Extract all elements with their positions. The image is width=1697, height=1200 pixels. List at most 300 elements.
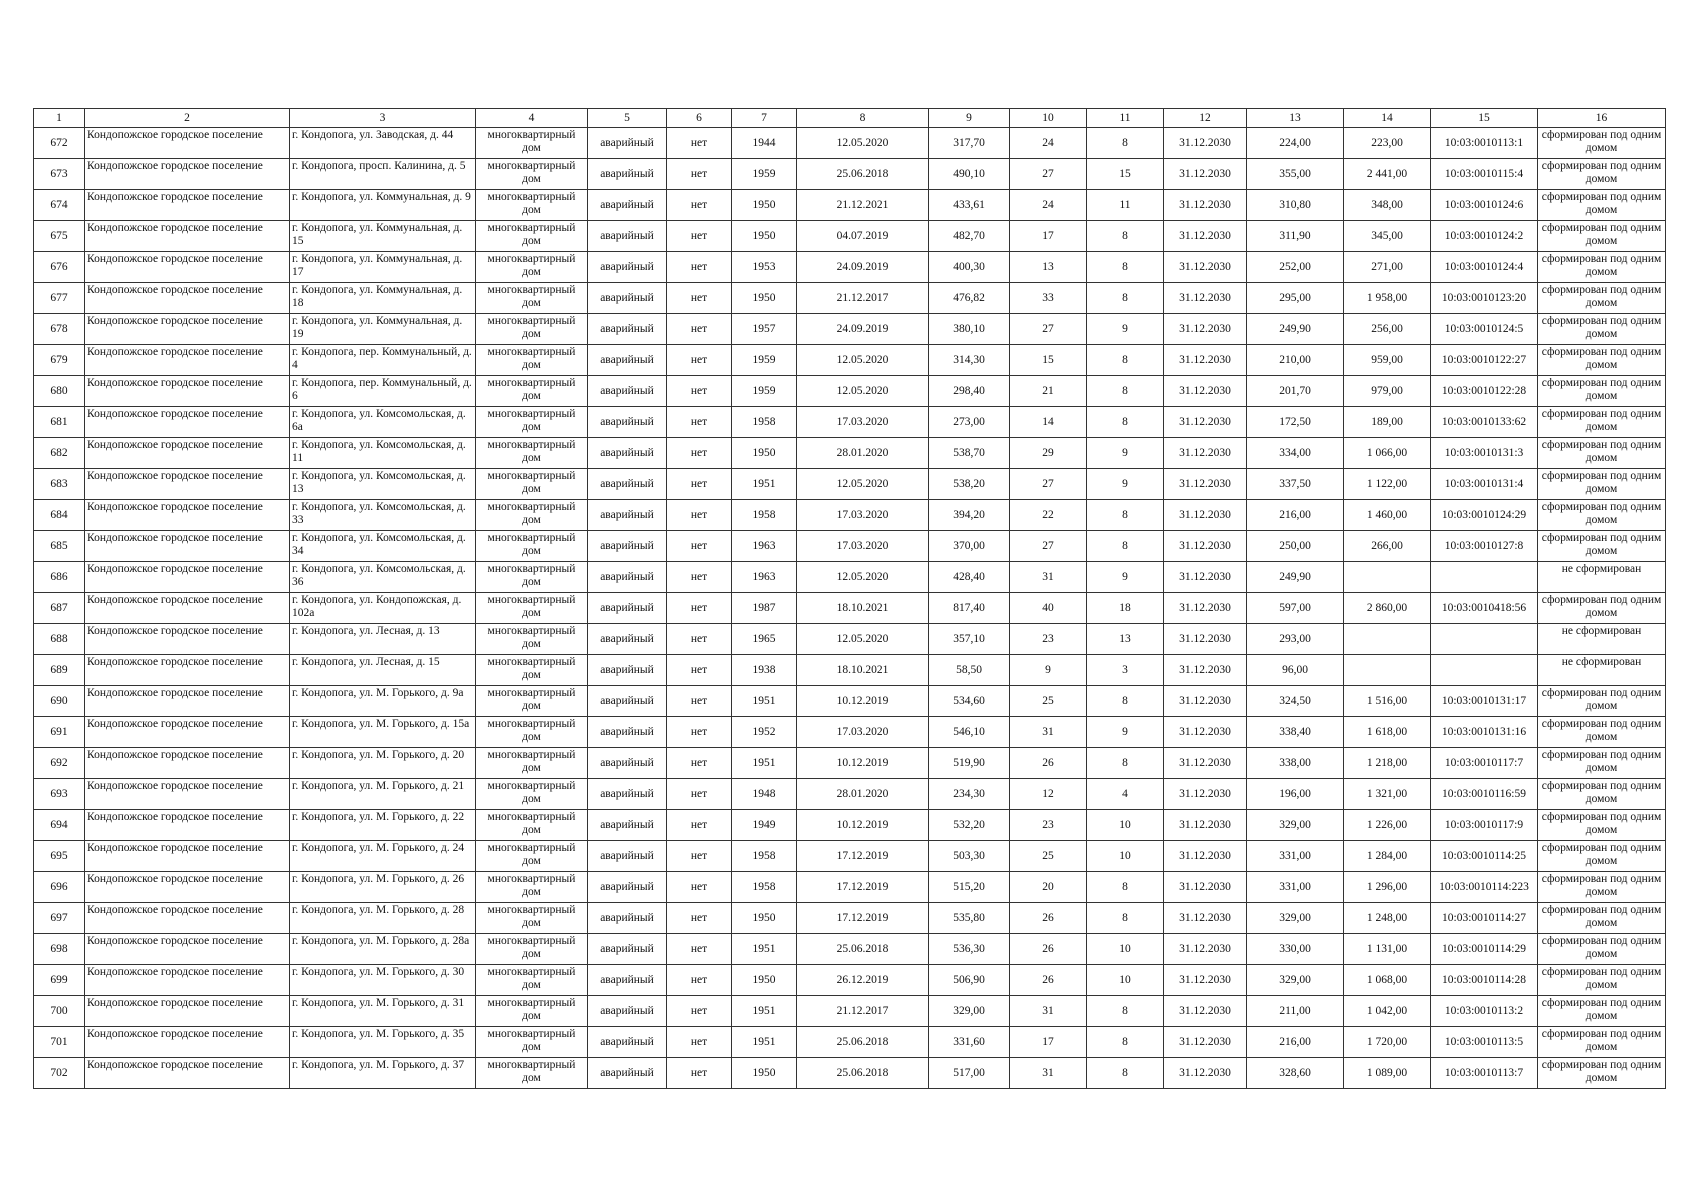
table-cell: 9 <box>1087 438 1164 469</box>
table-cell: нет <box>667 407 732 438</box>
table-cell: 1 226,00 <box>1344 810 1431 841</box>
column-header-5: 5 <box>588 109 667 128</box>
table-cell: 31.12.2030 <box>1164 190 1247 221</box>
table-cell: 689 <box>34 655 85 686</box>
table-cell: 699 <box>34 965 85 996</box>
table-cell: 24.09.2019 <box>797 252 929 283</box>
table-cell: 31.12.2030 <box>1164 717 1247 748</box>
table-cell: г. Кондопога, ул. Комсомольская, д. 13 <box>290 469 476 500</box>
table-cell: 338,00 <box>1247 748 1344 779</box>
table-cell: сформирован под одним домом <box>1538 190 1666 221</box>
table-cell: не сформирован <box>1538 624 1666 655</box>
table-cell: 1 516,00 <box>1344 686 1431 717</box>
table-cell: 31.12.2030 <box>1164 159 1247 190</box>
table-cell: 698 <box>34 934 85 965</box>
table-cell: 701 <box>34 1027 85 1058</box>
table-cell: 676 <box>34 252 85 283</box>
table-cell: 1959 <box>732 159 797 190</box>
table-cell: 324,50 <box>1247 686 1344 717</box>
table-cell: 1950 <box>732 190 797 221</box>
table-cell: 271,00 <box>1344 252 1431 283</box>
table-cell: нет <box>667 376 732 407</box>
table-row <box>34 345 1666 376</box>
table-cell: 692 <box>34 748 85 779</box>
table-cell: 31.12.2030 <box>1164 1027 1247 1058</box>
table-cell: 18 <box>1087 593 1164 624</box>
table-cell: аварийный <box>588 624 667 655</box>
table-cell: Кондопожское городское поселение <box>85 438 290 469</box>
table-cell: 40 <box>1010 593 1087 624</box>
table-cell: 503,30 <box>929 841 1010 872</box>
table-cell: аварийный <box>588 562 667 593</box>
table-cell: 26 <box>1010 934 1087 965</box>
table-cell: г. Кондопога, ул. Лесная, д. 13 <box>290 624 476 655</box>
table-cell: 3 <box>1087 655 1164 686</box>
table-cell: 697 <box>34 903 85 934</box>
table-cell: 10:03:0010113:1 <box>1431 128 1538 159</box>
table-cell: 1 958,00 <box>1344 283 1431 314</box>
table-cell: г. Кондопога, просп. Калинина, д. 5 <box>290 159 476 190</box>
table-cell: аварийный <box>588 686 667 717</box>
table-cell: 1952 <box>732 717 797 748</box>
table-row <box>34 872 1666 903</box>
table-cell: многоквартирный дом <box>476 531 588 562</box>
table-cell: г. Кондопога, ул. М. Горького, д. 22 <box>290 810 476 841</box>
table-cell: 26 <box>1010 748 1087 779</box>
table-cell: нет <box>667 531 732 562</box>
table-cell: 10:03:0010117:7 <box>1431 748 1538 779</box>
table-row <box>34 686 1666 717</box>
table-cell: 17.03.2020 <box>797 407 929 438</box>
table-cell: 535,80 <box>929 903 1010 934</box>
table-row <box>34 531 1666 562</box>
table-cell: аварийный <box>588 779 667 810</box>
table-cell: не сформирован <box>1538 655 1666 686</box>
table-cell: 17 <box>1010 1027 1087 1058</box>
table-cell: 1 218,00 <box>1344 748 1431 779</box>
table-cell: 216,00 <box>1247 500 1344 531</box>
table-cell: Кондопожское городское поселение <box>85 965 290 996</box>
table-cell: 330,00 <box>1247 934 1344 965</box>
table-cell: 31.12.2030 <box>1164 934 1247 965</box>
table-cell: 314,30 <box>929 345 1010 376</box>
column-header-12: 12 <box>1164 109 1247 128</box>
table-cell: аварийный <box>588 376 667 407</box>
table-cell: сформирован под одним домом <box>1538 841 1666 872</box>
table-cell: 8 <box>1087 903 1164 934</box>
table-cell: Кондопожское городское поселение <box>85 624 290 655</box>
table-cell: 2 441,00 <box>1344 159 1431 190</box>
table-cell: 17.03.2020 <box>797 500 929 531</box>
table-cell: нет <box>667 562 732 593</box>
table-cell: многоквартирный дом <box>476 1058 588 1089</box>
table-cell: 223,00 <box>1344 128 1431 159</box>
table-cell: Кондопожское городское поселение <box>85 872 290 903</box>
table-cell: г. Кондопога, ул. Комсомольская, д. 34 <box>290 531 476 562</box>
table-cell: 04.07.2019 <box>797 221 929 252</box>
column-header-8: 8 <box>797 109 929 128</box>
table-cell: г. Кондопога, ул. Комсомольская, д. 36 <box>290 562 476 593</box>
table-cell: 31.12.2030 <box>1164 903 1247 934</box>
table-cell: 10:03:0010133:62 <box>1431 407 1538 438</box>
table-cell: сформирован под одним домом <box>1538 1027 1666 1058</box>
table-cell: г. Кондопога, ул. М. Горького, д. 21 <box>290 779 476 810</box>
column-header-1: 1 <box>34 109 85 128</box>
column-header-10: 10 <box>1010 109 1087 128</box>
table-cell: 12 <box>1010 779 1087 810</box>
column-header-16: 16 <box>1538 109 1666 128</box>
table-cell: г. Кондопога, ул. М. Горького, д. 15а <box>290 717 476 748</box>
table-cell: 28.01.2020 <box>797 779 929 810</box>
table-cell: 31.12.2030 <box>1164 779 1247 810</box>
table-cell: аварийный <box>588 314 667 345</box>
table-cell: г. Кондопога, ул. Комсомольская, д. 6а <box>290 407 476 438</box>
table-cell: 677 <box>34 283 85 314</box>
table-cell: 1950 <box>732 965 797 996</box>
table-cell: сформирован под одним домом <box>1538 965 1666 996</box>
table-cell <box>1431 562 1538 593</box>
table-cell: 2 860,00 <box>1344 593 1431 624</box>
table-cell: 10:03:0010124:4 <box>1431 252 1538 283</box>
table-cell: 224,00 <box>1247 128 1344 159</box>
table-cell: 172,50 <box>1247 407 1344 438</box>
table-cell: 12.05.2020 <box>797 376 929 407</box>
table-cell: сформирован под одним домом <box>1538 1058 1666 1089</box>
table-cell: нет <box>667 1027 732 1058</box>
table-cell: аварийный <box>588 903 667 934</box>
table-cell: нет <box>667 283 732 314</box>
table-cell: Кондопожское городское поселение <box>85 810 290 841</box>
table-header <box>34 109 1666 128</box>
table-cell: г. Кондопога, пер. Коммунальный, д. 6 <box>290 376 476 407</box>
table-cell: 1 122,00 <box>1344 469 1431 500</box>
table-cell: 10:03:0010122:27 <box>1431 345 1538 376</box>
table-cell: 25.06.2018 <box>797 1027 929 1058</box>
table-cell: 1951 <box>732 934 797 965</box>
table-cell: нет <box>667 779 732 810</box>
table-cell: г. Кондопога, ул. Комсомольская, д. 11 <box>290 438 476 469</box>
table-cell: 12.05.2020 <box>797 345 929 376</box>
column-header-4: 4 <box>476 109 588 128</box>
table-cell: 8 <box>1087 345 1164 376</box>
table-cell: Кондопожское городское поселение <box>85 996 290 1027</box>
table-cell: 31.12.2030 <box>1164 748 1247 779</box>
table-cell: 694 <box>34 810 85 841</box>
table-cell: 817,40 <box>929 593 1010 624</box>
column-header-13: 13 <box>1247 109 1344 128</box>
table-cell: 702 <box>34 1058 85 1089</box>
table-row <box>34 221 1666 252</box>
table-cell <box>1344 624 1431 655</box>
table-cell: нет <box>667 965 732 996</box>
table-row <box>34 841 1666 872</box>
table-cell: 672 <box>34 128 85 159</box>
table-cell: 31.12.2030 <box>1164 314 1247 345</box>
table-cell: 394,20 <box>929 500 1010 531</box>
table-cell: 476,82 <box>929 283 1010 314</box>
table-cell: г. Кондопога, ул. Заводская, д. 44 <box>290 128 476 159</box>
table-cell: 31.12.2030 <box>1164 593 1247 624</box>
table-cell: 12.05.2020 <box>797 128 929 159</box>
table-cell: нет <box>667 469 732 500</box>
table-cell: Кондопожское городское поселение <box>85 717 290 748</box>
table-cell: 22 <box>1010 500 1087 531</box>
table-cell: 1965 <box>732 624 797 655</box>
table-cell: 58,50 <box>929 655 1010 686</box>
table-cell: 4 <box>1087 779 1164 810</box>
table-cell: аварийный <box>588 438 667 469</box>
table-cell: многоквартирный дом <box>476 500 588 531</box>
table-cell: нет <box>667 345 732 376</box>
table-cell: 10:03:0010131:3 <box>1431 438 1538 469</box>
table-cell: сформирован под одним домом <box>1538 779 1666 810</box>
table-cell: нет <box>667 1058 732 1089</box>
table-cell: сформирован под одним домом <box>1538 996 1666 1027</box>
table-cell: г. Кондопога, ул. Коммунальная, д. 15 <box>290 221 476 252</box>
table-cell: 534,60 <box>929 686 1010 717</box>
table-cell: 10:03:0010113:5 <box>1431 1027 1538 1058</box>
table-cell: 688 <box>34 624 85 655</box>
table-cell: 10:03:0010117:9 <box>1431 810 1538 841</box>
table-cell: 8 <box>1087 1058 1164 1089</box>
table-cell: 10:03:0010114:27 <box>1431 903 1538 934</box>
table-row <box>34 438 1666 469</box>
table-cell: 680 <box>34 376 85 407</box>
table-cell: 26 <box>1010 903 1087 934</box>
column-header-7: 7 <box>732 109 797 128</box>
table-cell <box>1431 655 1538 686</box>
table-cell: 10:03:0010114:28 <box>1431 965 1538 996</box>
table-cell: 10 <box>1087 965 1164 996</box>
table-cell: 700 <box>34 996 85 1027</box>
table-cell: 27 <box>1010 159 1087 190</box>
table-cell: 25.06.2018 <box>797 159 929 190</box>
table-cell: аварийный <box>588 872 667 903</box>
table-cell: 31.12.2030 <box>1164 500 1247 531</box>
column-header-9: 9 <box>929 109 1010 128</box>
table-cell: 10:03:0010116:59 <box>1431 779 1538 810</box>
table-cell: 380,10 <box>929 314 1010 345</box>
table-cell: 8 <box>1087 283 1164 314</box>
table-cell: 216,00 <box>1247 1027 1344 1058</box>
table-cell: Кондопожское городское поселение <box>85 531 290 562</box>
table-cell: г. Кондопога, ул. М. Горького, д. 31 <box>290 996 476 1027</box>
table-cell: многоквартирный дом <box>476 903 588 934</box>
table-cell: 691 <box>34 717 85 748</box>
table-cell: 428,40 <box>929 562 1010 593</box>
table-cell: 31.12.2030 <box>1164 655 1247 686</box>
table-cell: нет <box>667 128 732 159</box>
table-cell: многоквартирный дом <box>476 655 588 686</box>
table-cell: 31.12.2030 <box>1164 438 1247 469</box>
table-cell: 249,90 <box>1247 562 1344 593</box>
table-cell: Кондопожское городское поселение <box>85 128 290 159</box>
table-cell: 329,00 <box>1247 965 1344 996</box>
table-cell: 8 <box>1087 376 1164 407</box>
table-cell: 10.12.2019 <box>797 686 929 717</box>
table-cell: 1958 <box>732 841 797 872</box>
table-cell: сформирован под одним домом <box>1538 717 1666 748</box>
table-cell: аварийный <box>588 500 667 531</box>
table-cell: 201,70 <box>1247 376 1344 407</box>
table-cell: аварийный <box>588 283 667 314</box>
table-cell: 28.01.2020 <box>797 438 929 469</box>
table-cell: г. Кондопога, ул. М. Горького, д. 35 <box>290 1027 476 1058</box>
table-cell: 1 720,00 <box>1344 1027 1431 1058</box>
column-header-3: 3 <box>290 109 476 128</box>
table-cell: сформирован под одним домом <box>1538 438 1666 469</box>
table-cell: 31 <box>1010 1058 1087 1089</box>
table-cell: 24 <box>1010 190 1087 221</box>
table-cell: 690 <box>34 686 85 717</box>
table-row <box>34 283 1666 314</box>
table-row <box>34 655 1666 686</box>
table-cell: 310,80 <box>1247 190 1344 221</box>
table-cell: 546,10 <box>929 717 1010 748</box>
table-cell: аварийный <box>588 407 667 438</box>
table-cell: 189,00 <box>1344 407 1431 438</box>
table-cell: 31.12.2030 <box>1164 283 1247 314</box>
table-cell: многоквартирный дом <box>476 159 588 190</box>
table-cell: 696 <box>34 872 85 903</box>
table-cell: многоквартирный дом <box>476 965 588 996</box>
table-cell: 21.12.2017 <box>797 996 929 1027</box>
table-cell: 31.12.2030 <box>1164 624 1247 655</box>
table-cell: многоквартирный дом <box>476 996 588 1027</box>
table-row <box>34 159 1666 190</box>
table-cell: 21 <box>1010 376 1087 407</box>
table-cell: 249,90 <box>1247 314 1344 345</box>
table-cell: 10:03:0010123:20 <box>1431 283 1538 314</box>
table-cell: 1959 <box>732 345 797 376</box>
table-cell: 31.12.2030 <box>1164 965 1247 996</box>
table-cell: 1 066,00 <box>1344 438 1431 469</box>
table-cell: г. Кондопога, ул. М. Горького, д. 20 <box>290 748 476 779</box>
table-cell: г. Кондопога, ул. Коммунальная, д. 9 <box>290 190 476 221</box>
table-row <box>34 903 1666 934</box>
table-cell: 674 <box>34 190 85 221</box>
table-cell: сформирован под одним домом <box>1538 686 1666 717</box>
table-cell: нет <box>667 593 732 624</box>
table-cell: 678 <box>34 314 85 345</box>
table-cell: Кондопожское городское поселение <box>85 686 290 717</box>
table-cell: сформирован под одним домом <box>1538 593 1666 624</box>
table-row <box>34 717 1666 748</box>
table-cell: 8 <box>1087 996 1164 1027</box>
table-cell: 1 248,00 <box>1344 903 1431 934</box>
table-row <box>34 500 1666 531</box>
table-cell: 10:03:0010131:16 <box>1431 717 1538 748</box>
table-cell: Кондопожское городское поселение <box>85 779 290 810</box>
table-cell: 355,00 <box>1247 159 1344 190</box>
table-cell: 1950 <box>732 438 797 469</box>
table-cell: 8 <box>1087 221 1164 252</box>
table-cell: 1944 <box>732 128 797 159</box>
table-cell: 31.12.2030 <box>1164 531 1247 562</box>
table-cell: 506,90 <box>929 965 1010 996</box>
table-cell: нет <box>667 841 732 872</box>
table-cell: многоквартирный дом <box>476 686 588 717</box>
table-cell: 10:03:0010131:4 <box>1431 469 1538 500</box>
table-cell: 210,00 <box>1247 345 1344 376</box>
table-cell: 1958 <box>732 407 797 438</box>
table-cell: многоквартирный дом <box>476 624 588 655</box>
table-cell: 8 <box>1087 1027 1164 1058</box>
table-cell: 25.06.2018 <box>797 1058 929 1089</box>
table-cell: нет <box>667 748 732 779</box>
table-cell: Кондопожское городское поселение <box>85 283 290 314</box>
table-cell: 1949 <box>732 810 797 841</box>
table-cell: сформирован под одним домом <box>1538 531 1666 562</box>
table-cell: сформирован под одним домом <box>1538 283 1666 314</box>
table-cell: 17 <box>1010 221 1087 252</box>
table-cell: многоквартирный дом <box>476 190 588 221</box>
table-cell: аварийный <box>588 996 667 1027</box>
table-row <box>34 376 1666 407</box>
table-cell: 1948 <box>732 779 797 810</box>
table-cell: 329,00 <box>1247 903 1344 934</box>
table-cell: нет <box>667 624 732 655</box>
table-cell: Кондопожское городское поселение <box>85 841 290 872</box>
table-cell: аварийный <box>588 965 667 996</box>
table-cell: 683 <box>34 469 85 500</box>
table-cell: 11 <box>1087 190 1164 221</box>
table-cell: 482,70 <box>929 221 1010 252</box>
table-cell: 31 <box>1010 562 1087 593</box>
table-cell: 31.12.2030 <box>1164 686 1247 717</box>
table-cell: 10:03:0010113:7 <box>1431 1058 1538 1089</box>
table-cell: 979,00 <box>1344 376 1431 407</box>
table-cell: 10:03:0010122:28 <box>1431 376 1538 407</box>
table-cell: сформирован под одним домом <box>1538 469 1666 500</box>
table-cell: сформирован под одним домом <box>1538 872 1666 903</box>
table-cell: 681 <box>34 407 85 438</box>
table-cell: сформирован под одним домом <box>1538 903 1666 934</box>
table-cell: 295,00 <box>1247 283 1344 314</box>
table-cell: 329,00 <box>929 996 1010 1027</box>
table-cell: 27 <box>1010 314 1087 345</box>
table-cell: 27 <box>1010 531 1087 562</box>
table-cell: сформирован под одним домом <box>1538 376 1666 407</box>
table-cell: 234,30 <box>929 779 1010 810</box>
table-cell: 21.12.2021 <box>797 190 929 221</box>
table-cell: 211,00 <box>1247 996 1344 1027</box>
table-cell: многоквартирный дом <box>476 810 588 841</box>
table-cell: г. Кондопога, ул. М. Горького, д. 28 <box>290 903 476 934</box>
table-cell: 331,00 <box>1247 872 1344 903</box>
table-cell: 293,00 <box>1247 624 1344 655</box>
table-cell: Кондопожское городское поселение <box>85 469 290 500</box>
table-cell: нет <box>667 252 732 283</box>
table-cell: 10:03:0010114:223 <box>1431 872 1538 903</box>
table-cell: 400,30 <box>929 252 1010 283</box>
table-cell: 515,20 <box>929 872 1010 903</box>
table-cell: 10:03:0010124:2 <box>1431 221 1538 252</box>
table-cell: аварийный <box>588 1058 667 1089</box>
table-cell: аварийный <box>588 841 667 872</box>
table-cell: 27 <box>1010 469 1087 500</box>
table-cell: 331,60 <box>929 1027 1010 1058</box>
table-cell: многоквартирный дом <box>476 376 588 407</box>
table-cell: многоквартирный дом <box>476 314 588 345</box>
table-cell: нет <box>667 903 732 934</box>
table-cell: 1950 <box>732 903 797 934</box>
table-cell: 14 <box>1010 407 1087 438</box>
table-cell <box>1431 624 1538 655</box>
table-cell: 17.12.2019 <box>797 903 929 934</box>
table-cell: 18.10.2021 <box>797 655 929 686</box>
table-row <box>34 190 1666 221</box>
